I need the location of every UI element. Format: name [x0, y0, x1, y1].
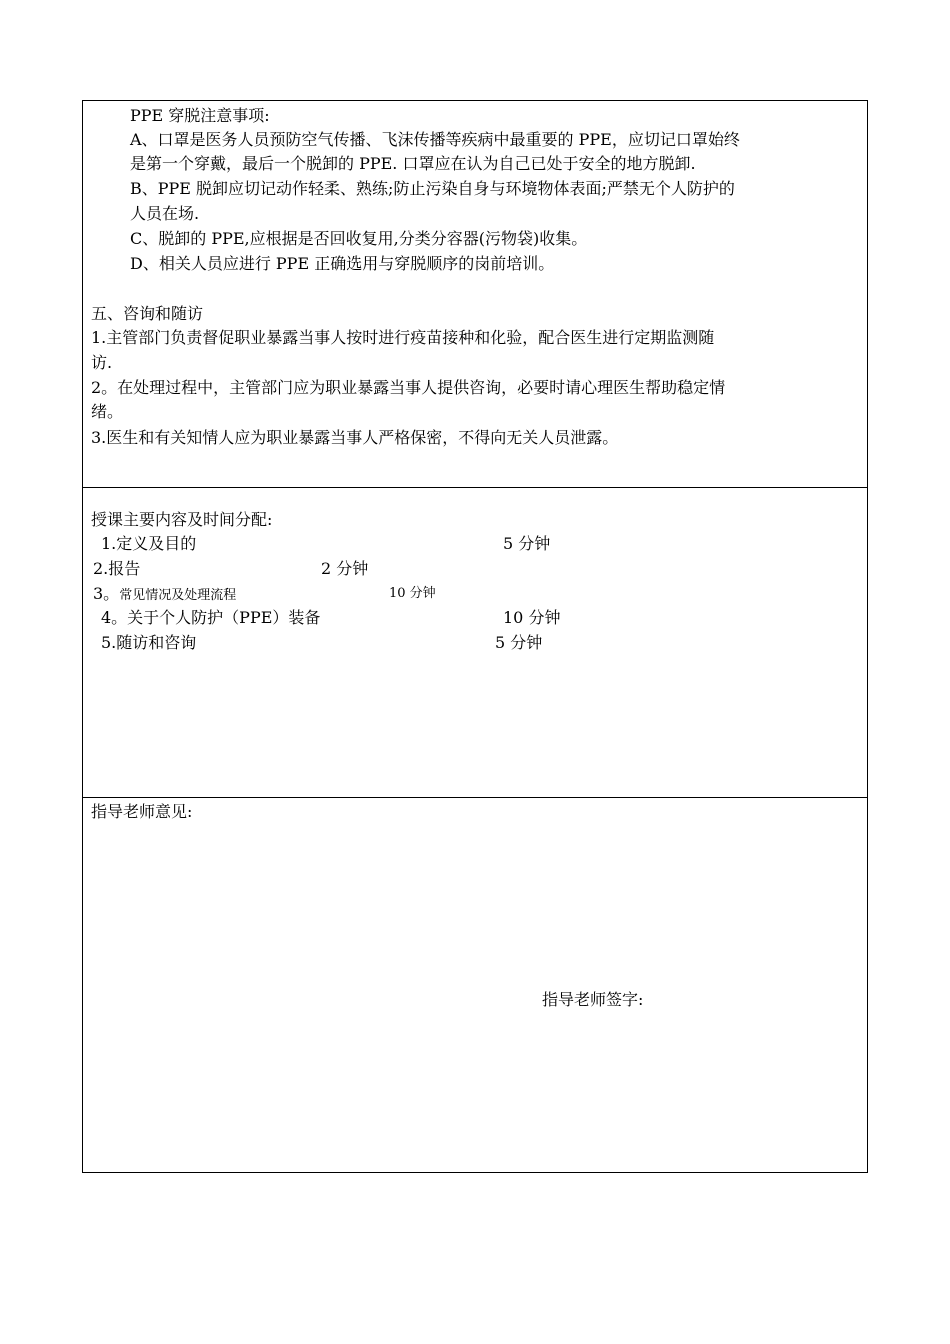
schedule-item-time: 10 分钟 — [389, 586, 436, 601]
followup-item1-line2: 访. — [91, 353, 113, 372]
ppe-item-c: C、脱卸的 PPE,应根据是否回收复用,分类分容器(污物袋)收集。 — [130, 229, 588, 248]
followup-item2-line2: 绪。 — [91, 402, 124, 421]
ppe-item-a-line1: A、口罩是医务人员预防空气传播、飞沫传播等疾病中最重要的 PPE，应切记口罩始终 — [130, 130, 740, 149]
schedule-item-label — [93, 583, 236, 607]
schedule-item-time: 2 分钟 — [321, 559, 369, 578]
content-cell — [83, 101, 867, 488]
schedule-cell — [83, 488, 867, 798]
followup-item3: 3.医生和有关知情人应为职业暴露当事人严格保密，不得向无关人员泄露。 — [91, 428, 619, 447]
followup-item2-line1: 2。在处理过程中，主管部门应为职业暴露当事人提供咨询，必要时请心理医生帮助稳定情 — [91, 378, 726, 397]
ppe-item-a-line2: 是第一个穿戴，最后一个脱卸的 PPE. 口罩应在认为自己已处于安全的地方脱卸. — [130, 154, 696, 173]
ppe-item-b-line1: B、PPE 脱卸应切记动作轻柔、熟练;防止污染自身与环境物体表面;严禁无个人防护的 — [130, 179, 735, 198]
section-five-title: 五、咨询和随访 — [91, 304, 204, 323]
followup-item1-line1: 1.主管部门负责督促职业暴露当事人按时进行疫苗接种和化验，配合医生进行定期监测随 — [91, 328, 715, 347]
schedule-item-label: 4。关于个人防护（PPE）装备 — [101, 608, 321, 627]
ppe-item-d: D、相关人员应进行 PPE 正确选用与穿脱顺序的岗前培训。 — [130, 254, 555, 273]
advisor-opinion-label: 指导老师意见: — [91, 802, 193, 821]
schedule-item-time: 10 分钟 — [503, 608, 561, 627]
schedule-item-time: 5 分钟 — [495, 633, 543, 652]
schedule-item-time: 5 分钟 — [503, 534, 551, 553]
ppe-title: PPE 穿脱注意事项: — [130, 106, 270, 125]
advisor-cell — [83, 798, 867, 1172]
schedule-item-label: 2.报告 — [93, 559, 141, 578]
schedule-item-number: 3。 — [93, 584, 120, 603]
document-table — [82, 100, 868, 1173]
ppe-item-b-line2: 人员在场. — [130, 204, 200, 223]
schedule-item-label: 5.随访和咨询 — [101, 633, 197, 652]
schedule-item-text: 常见情况及处理流程 — [119, 588, 237, 603]
schedule-title: 授课主要内容及时间分配: — [91, 510, 273, 529]
advisor-signature-label: 指导老师签字: — [542, 990, 644, 1009]
schedule-item-label: 1.定义及目的 — [101, 534, 197, 553]
